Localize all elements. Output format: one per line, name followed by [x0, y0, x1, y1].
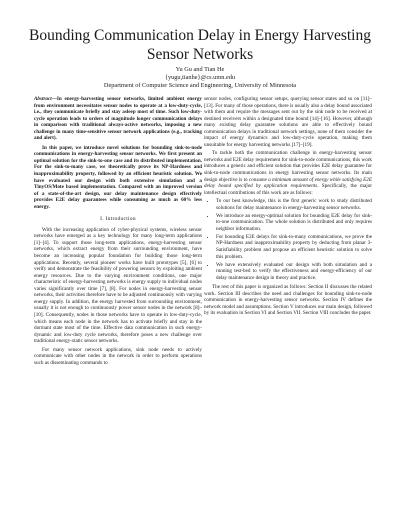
author-block: [0, 66, 400, 90]
author-affiliation: Department of Computer Science and Engineering, University of Minnesota: [103, 82, 297, 89]
abstract-paragraph-1: —In energy-harvesting sensor networks, limited ambient energy from environment necessitates sensor nodes to operate at a low-duty-cycle, i.e., they communicate briefly and stay asleep most of time. Such low-duty-cycle operation leads to orders of magnitude longer communication delays in comparison with traditional always-active networks, imposing a new challenge in many time-sensitive sensor network applications (e.g., tracking and alert).: [34, 96, 202, 142]
contributions-list: [204, 198, 372, 281]
right-column: [204, 96, 372, 319]
body-paragraph-1: sensor nodes, configuring sensor setups, querying sensor states and so on [11]–[13]. For many of those operations, there is usually also a delay bound associated with them and require the messages sent out by the sink node to be received at destined receivers within a designated time bound [14]–[16]. However, although many existing delay guarantee solutions are able to effectively bound communication delays in traditional network settings, none of them consider the impact of energy dynamics and low-duty-cycle operation, making them unsuitable for energy harvesting networks [17]–[19].: [204, 96, 372, 148]
left-column: [34, 96, 202, 368]
intro-paragraph-1: With the increasing application of cyber-physical systems, wireless sensor networks have emerged as a key technology for many long-term applications [1]–[4]. To support those long-term applications, energy-harvesting sensor networks, which extract energy from their surrounding environment, have become an increasing popular foundation for building those long-term applications. Recently, several pioneer works have built prototypes [5], [6] to verify and demonstrate the feasibility of powering sensors by exploiting ambient energy resources. Due to the varying environment conditions, one major characteristic of energy-harvesting networks is energy supply to individual nodes varies significantly over time [7], [8]. For nodes in energy-harvesting sensor networks, their activities therefore have to be adjusted continuously with varying energy supply. In addition, the energy harvested from surrounding environment, usually it is not enough to continuously power sensor nodes in the network [8]–[10]. Consequently, nodes in those networks have to operate in low-duty-cycle, which means each node in the network has to activate briefly and stay in the dormant state most of the time. Effective data communication in such energy-dynamic and low-duty cycle networks, therefore poses a new challenge over traditional energy-static sensor networks.: [34, 226, 202, 345]
author-names: Yu Gu and Tian He: [175, 66, 225, 73]
body-paragraph-2: [204, 150, 372, 196]
contribution-item: • To our best knowledge, this is the first generic work to study distributed solutions for delay maintenance in energy-harvesting sensor networks.: [216, 198, 372, 211]
body-paragraph-2-emphasis: consume a minimum amount of energy while satisfying E2E delay bound specified by application requirements: [204, 176, 372, 190]
contribution-item: • For bounding E2E delays for sink-to-many communications, we prove the NP-Hardness and inapproximability property by deducting from planar 3-Satisfiability problem and propose an efficient heuristic solution to solve this problem.: [216, 234, 372, 260]
body-paragraph-2-start: To tackle both the communication challenge in energy-harvesting sensor networks and E2E delay requirement for sink-to-node communications, this work introduces a generic and efficient solution that provides E2E delay guarantee for sink-to-node communications in energy harvesting sensor networks. Its main design objective is to: [204, 150, 372, 183]
contribution-item: • We introduce an energy-optimal solution for bounding E2E delay for sink-to-one communication. The whole solution is distributed and only requires neighbor information.: [216, 213, 372, 233]
author-email: {yugu,tianhe}@cs.umn.edu: [164, 74, 236, 81]
intro-paragraph-2: For many sensor network applications, sink node needs to actively communicate with other nodes in the network in order to perform operations such as disseminating commands to: [34, 346, 202, 366]
abstract: [34, 96, 202, 142]
paper-title: Bounding Communication Delay in Energy Harvesting Sensor Networks: [29, 27, 371, 63]
body-paragraph-3: The rest of this paper is organized as follows: Section II discusses the related work. Section III describes the need and challenges for bounding sink-to-node communication in energy-harvesting sensor networks. Section IV defines the network model and assumptions. Section V introduces our main design, followed by its evaluation in Section VI and Section VII. Section VIII concludes the paper.: [204, 284, 372, 317]
body-paragraph-2-end: . Specifically, the major intellectual contributions of this work are as follows:: [204, 183, 372, 196]
abstract-paragraph-2: In this paper, we introduce novel solutions for bounding sink-to-node communications in energy-harvesting sensor networks. We first present an optimal solution for the sink-to-one case and its distributed implementation. For the sink-to-many case, we theoretically prove its NP-Hardness and inapproximability property, followed by an efficient heuristic solution. We have evaluated our design with both extensive simulation and a TinyOS/Mote based implementation. Compared with an improved version of a state-of-the-art design, our delay maintenance design effectively provides E2E delay guarantees while consuming as much as 60% less energy.: [34, 144, 202, 210]
section-heading-introduction: I. Introduction: [100, 216, 136, 223]
contribution-item: • We have extensively evaluated our design with both simulation and a running test-bed to verify the effectiveness and energy-efficiency of our delay maintenance design in theory and practice.: [216, 262, 372, 282]
abstract-label: Abstract: [34, 96, 52, 102]
